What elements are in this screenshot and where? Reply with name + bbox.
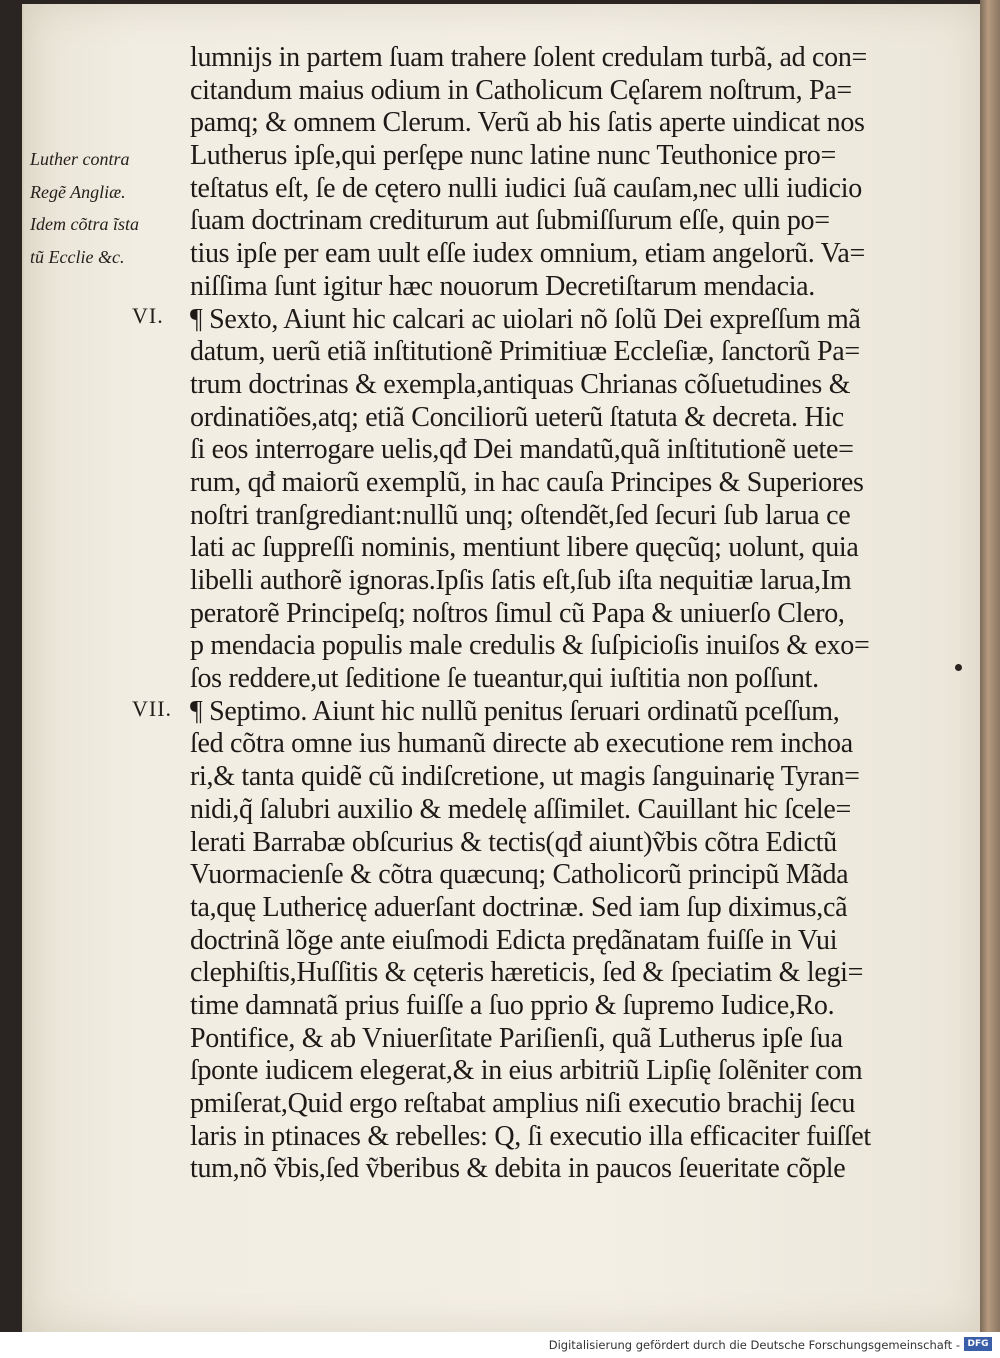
margin-note	[30, 143, 195, 273]
text-line: tum,nõ ṽbis,ſed ṽberibus & debita in paucos ſeueritate cõple	[190, 1153, 846, 1185]
text-line: lati ac ſuppreſſi nominis, mentiunt libere quęcũq; uolunt, quia	[190, 532, 859, 564]
margin-note-line: Luther contra	[30, 149, 130, 169]
text-line: rum, qđ maiorũ exemplũ, in hac cauſa Principes & Superiores	[190, 466, 864, 498]
text-line: p mendacia populis male credulis & ſuſpicioſis inuiſos & exo=	[190, 630, 870, 662]
text-line: tius ipſe per eam uult eſſe iudex omnium, etiam angelorũ. Va=	[190, 238, 866, 270]
body-text	[190, 42, 935, 1186]
text-line: clephiſtis,Huſſitis & cęteris hæreticis, ſed & ſpeciatim & legi=	[190, 957, 864, 989]
section-number-seven: VII.	[132, 696, 173, 721]
text-line: noſtri tranſgrediant:nullũ unq; oſtendẽt,ſed ſecuri ſub larua ce	[190, 499, 851, 531]
text-line: Pontifice, & ab Vniuerſitate Pariſienſi, quã Lutherus ipſe ſua	[190, 1022, 843, 1054]
text-line: ta,quę Luthericę aduerſant doctrinæ. Sed iam ſup diximus,cã	[190, 891, 848, 923]
text-line: nidi,q̃ ſalubri auxilio & medelę aſſimilet. Cauillant hic ſcele=	[190, 793, 851, 825]
text-line: lumnijs in partem ſuam trahere ſolent credulam turbã, ad con=	[190, 42, 868, 73]
ink-spot	[955, 664, 962, 671]
text-line: ſuam doctrinam crediturum aut ſubmiſſurum eſſe, quin po=	[190, 205, 830, 237]
footer-bar	[0, 1332, 1000, 1358]
text-line: Vuormacienſe & cõtra quæcunq; Catholicorũ principũ Mãda	[190, 859, 849, 891]
margin-note-line: Idem cõtra ĩsta	[30, 214, 139, 234]
text-line: Lutherus ipſe,qui perſępe nunc latine nunc Teuthonice pro=	[190, 140, 836, 172]
margin-note-line: Regẽ Angliæ.	[30, 181, 126, 202]
text-line: lerati Barrabæ obſcurius & tectis(qđ aiunt)ṽbis cõtra Edictũ	[190, 826, 837, 858]
text-line: teſtatus eſt, ſe de cętero nulli iudici ſuã cauſam,nec ulli iudicio	[190, 172, 862, 204]
text-line: ordinatiões,atq; etiã Conciliorũ ueterũ ſtatuta & decreta. Hic	[190, 401, 844, 433]
text-line: ſponte iudicem elegerat,& in eius arbitriũ Lipſię ſolẽniter com	[190, 1055, 863, 1087]
text-line: peratorẽ Principeſq; noſtros ſimul cũ Papa & uniuerſo Clero,	[190, 597, 845, 629]
text-line: ri,& tanta quidẽ cũ indiſcretione, ut magis ſanguinarię Tyran=	[190, 761, 860, 793]
text-line: doctrinã lõge ante eiuſmodi Edicta prędãnatam fuiſſe in Vui	[190, 924, 838, 956]
text-line: pamq; & omnem Clerum. Verũ ab his ſatis aperte uindicat nos	[190, 107, 865, 139]
text-line: ſed cõtra omne ius humanũ directe ab executione rem inchoa	[190, 728, 853, 760]
text-line: time damnatã prius fuiſſe a ſuo pprio & ſupremo Iudice,Ro.	[190, 989, 835, 1021]
text-line: libelli authorẽ ignoras.Ipſis ſatis eſt,ſub iſta nequitiæ larua,Im	[190, 565, 852, 596]
text-line: datum, uerũ etiã inſtitutionẽ Primitiuæ Eccleſiæ, ſanctorũ Pa=	[190, 336, 860, 368]
text-line: laris in ptinaces & rebelles: Q, ſi executio illa efficaciter fuiſſet	[190, 1120, 871, 1152]
footer-credit: Digitalisierung gefördert durch die Deutsche Forschungsgemeinschaft -	[548, 1338, 960, 1352]
text-line: niſſima ſunt igitur hæc nouorum Decretiſtarum mendacia.	[190, 270, 815, 302]
text-line: citandum maius odium in Catholicum Cęſarem noſtrum, Pa=	[190, 74, 852, 106]
text-line: ¶ Septimo. Aiunt hic nullũ penitus ſeruari ordinatũ pceſſum,	[190, 695, 840, 727]
text-line: ſi eos interrogare uelis,qđ Dei mandatũ,quã inſtitutionẽ uete=	[190, 434, 854, 466]
book-edge	[980, 0, 1000, 1332]
text-line: ſos reddere,ut ſeditione ſe tueantur,qui iuſtitia non poſſunt.	[190, 663, 819, 695]
text-line: trum doctrinas & exempla,antiquas Chrianas cõſuetudines &	[190, 368, 851, 400]
section-number-six: VI.	[132, 303, 164, 328]
margin-note-line: tũ Ecclie &c.	[30, 246, 125, 267]
text-line: pmiſerat,Quid ergo reſtabat amplius niſi executio brachij ſecu	[190, 1088, 856, 1119]
dfg-logo-icon: DFG	[964, 1337, 992, 1351]
text-line: ¶ Sexto, Aiunt hic calcari ac uiolari nõ ſolũ Dei expreſſum mã	[190, 303, 861, 335]
